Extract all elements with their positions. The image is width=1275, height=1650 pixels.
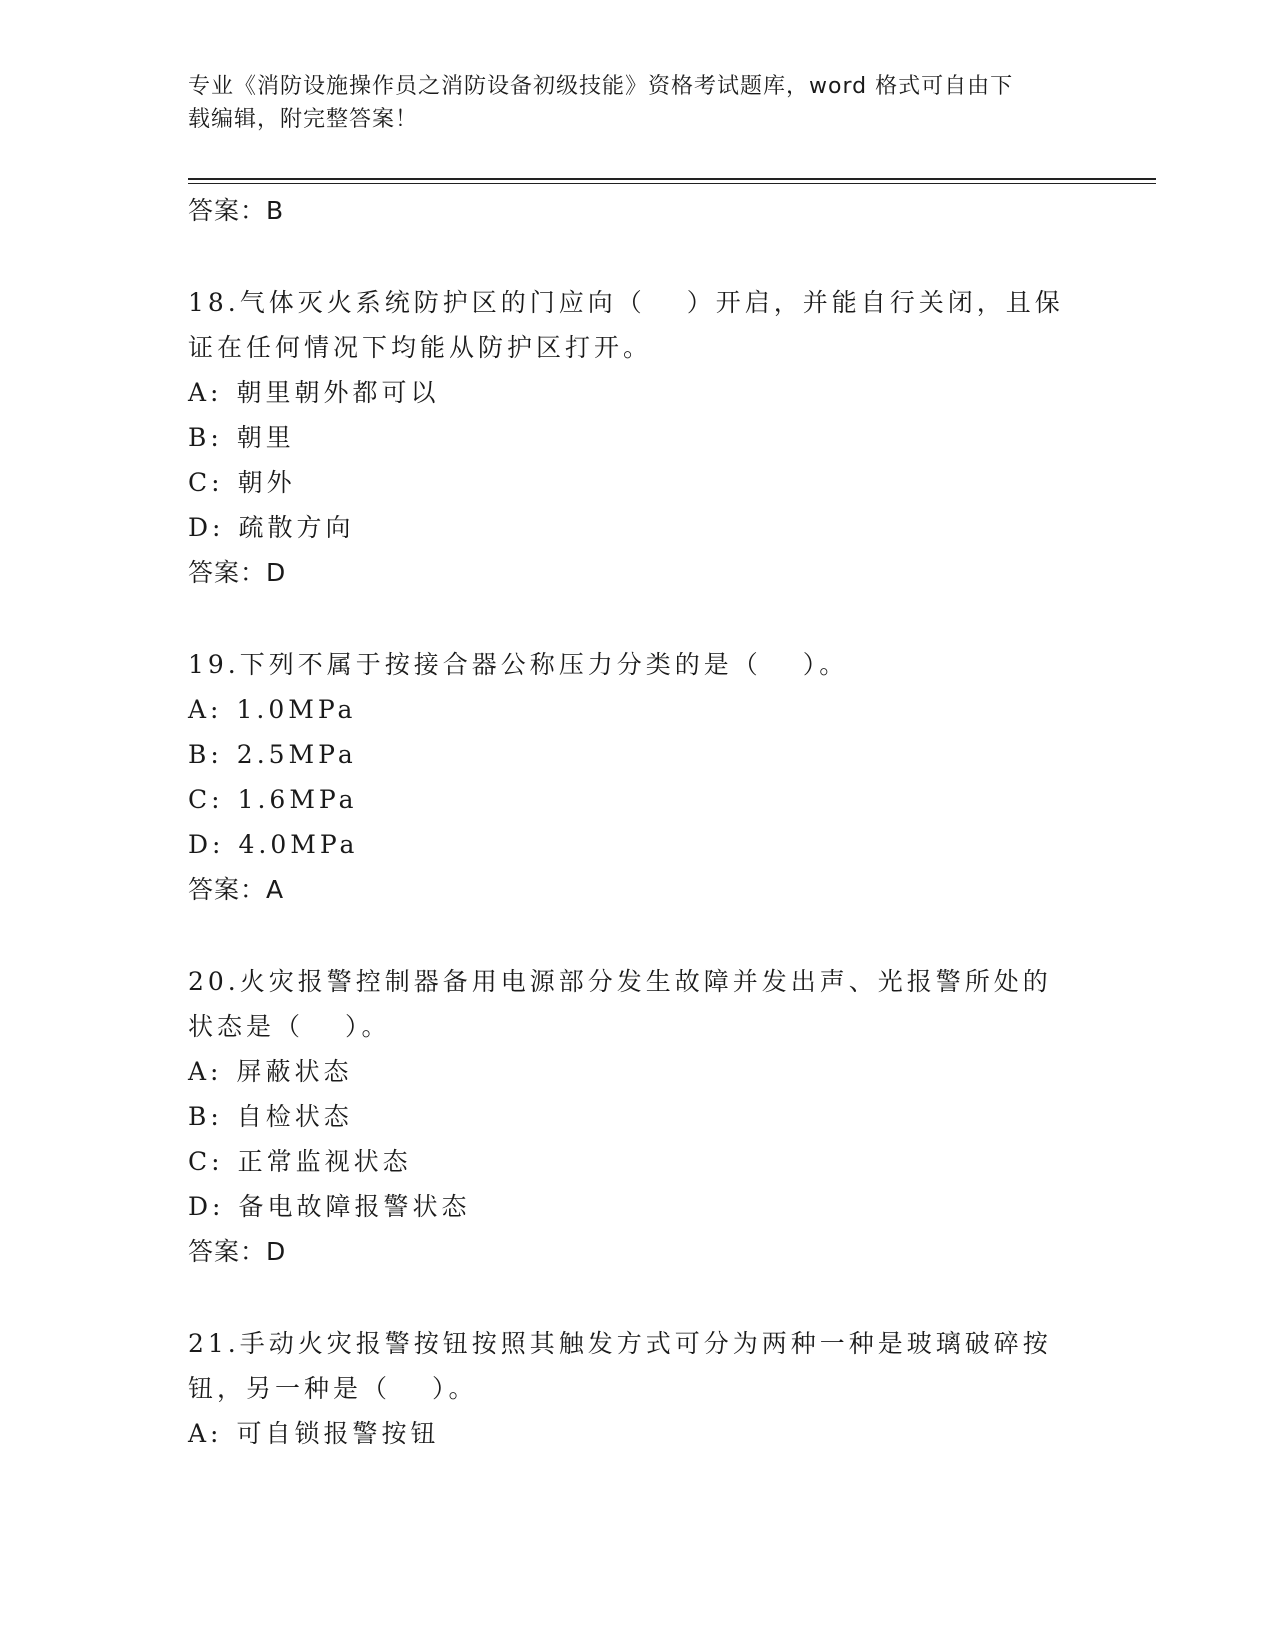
option-d (188, 505, 1088, 550)
option-d (188, 822, 1088, 867)
option-b (188, 1094, 1088, 1139)
answer: 答案：D (188, 558, 287, 587)
option-letter: B: (188, 1102, 223, 1131)
question-text (188, 280, 1078, 370)
option-letter: A: (188, 378, 223, 407)
previous-answer: 答案：B (188, 196, 285, 225)
option-text: 可自锁报警按钮 (236, 1419, 440, 1448)
option-a (188, 370, 1088, 415)
option-text: 1.6MPa (237, 785, 358, 814)
document-body (188, 188, 1088, 1456)
option-letter: A: (188, 1419, 223, 1448)
answer: 答案：D (188, 1237, 287, 1266)
question-19 (188, 642, 1088, 912)
option-text: 1.0MPa (236, 695, 357, 724)
option-letter: A: (188, 1057, 223, 1086)
option-c (188, 460, 1088, 505)
option-a (188, 687, 1088, 732)
page-header (188, 70, 1068, 136)
option-letter: D: (188, 830, 225, 859)
question-body: 气体灭火系统防护区的门应向（ ）开启，并能自行关闭，且保证在任何情况下均能从防护区打开。 (188, 288, 1064, 362)
answer: 答案：A (188, 875, 285, 904)
option-a (188, 1411, 1088, 1456)
option-letter: D: (188, 513, 225, 542)
option-text: 正常监视状态 (237, 1147, 412, 1176)
option-letter: A: (188, 695, 223, 724)
question-body: 手动火灾报警按钮按照其触发方式可分为两种一种是玻璃破碎按钮，另一种是（ ）。 (188, 1329, 1052, 1403)
header-rule-thick (188, 178, 1156, 180)
option-text: 朝外 (237, 468, 296, 497)
option-text: 2.5MPa (236, 740, 357, 769)
option-text: 疏散方向 (238, 513, 355, 542)
option-b (188, 415, 1088, 460)
question-20 (188, 959, 1088, 1274)
question-body: 火灾报警控制器备用电源部分发生故障并发出声、光报警所处的状态是（ ）。 (188, 967, 1052, 1041)
question-body: 下列不属于按接合器公称压力分类的是（ ）。 (239, 650, 849, 679)
option-letter: D: (188, 1192, 225, 1221)
option-d (188, 1184, 1088, 1229)
option-text: 自检状态 (236, 1102, 353, 1131)
option-c (188, 1139, 1088, 1184)
option-text: 朝里朝外都可以 (236, 378, 440, 407)
option-letter: C: (188, 468, 224, 497)
option-letter: B: (188, 740, 223, 769)
option-text: 备电故障报警状态 (238, 1192, 471, 1221)
question-18 (188, 280, 1088, 595)
option-text: 4.0MPa (238, 830, 359, 859)
option-a (188, 1049, 1088, 1094)
question-text (188, 642, 1078, 687)
header-line-1: 专业《消防设施操作员之消防设备初级技能》资格考试题库，word 格式可自由下 (188, 74, 1014, 99)
header-line-2: 载编辑，附完整答案！ (188, 107, 419, 132)
question-21 (188, 1321, 1088, 1456)
option-letter: C: (188, 1147, 224, 1176)
header-rule-thin (188, 183, 1156, 184)
question-number: 19. (188, 650, 240, 679)
question-text (188, 959, 1078, 1049)
option-text: 屏蔽状态 (236, 1057, 353, 1086)
option-text: 朝里 (236, 423, 295, 452)
question-text (188, 1321, 1078, 1411)
option-b (188, 732, 1088, 777)
option-letter: B: (188, 423, 223, 452)
option-c (188, 777, 1088, 822)
question-number: 20. (188, 967, 240, 996)
option-letter: C: (188, 785, 224, 814)
question-number: 18. (188, 288, 240, 317)
question-number: 21. (188, 1329, 240, 1358)
